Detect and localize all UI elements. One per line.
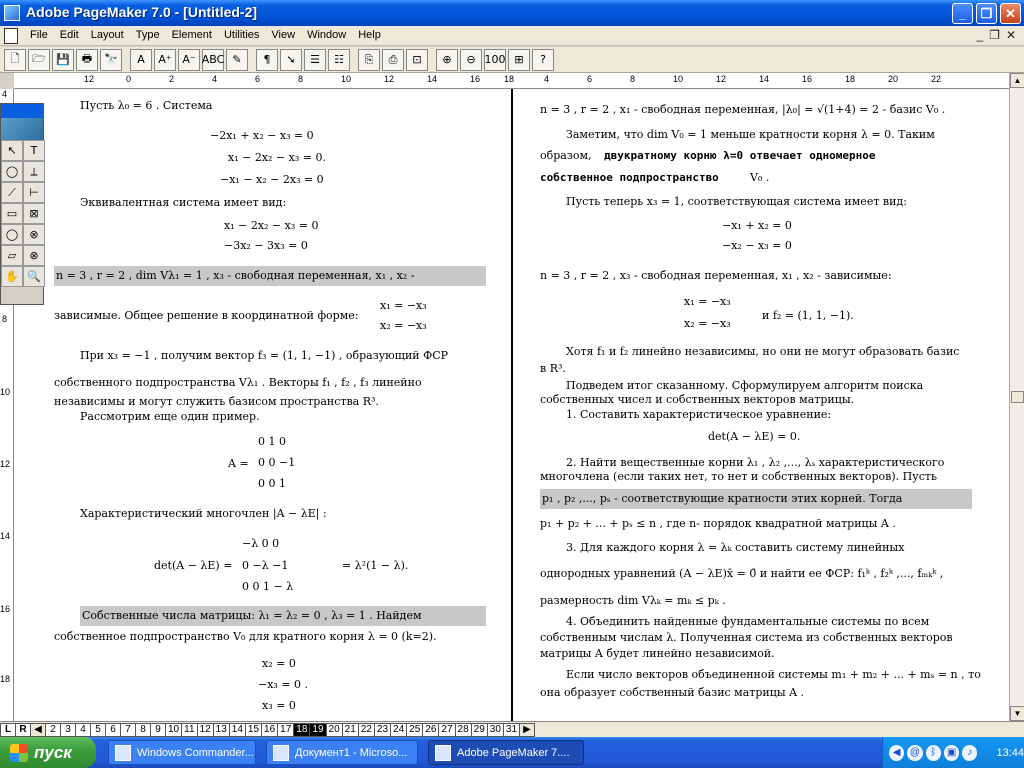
network-icon[interactable]: ◀ (889, 745, 904, 761)
start-label: пуск (34, 742, 72, 762)
page-tab[interactable]: 12 (197, 723, 214, 737)
rotate-tool-icon[interactable]: ◯ (1, 161, 23, 182)
taskbar-item-label: Документ1 - Microso... (295, 746, 408, 759)
page-spread-divider (511, 89, 513, 721)
matrix-row: 0 1 0 (258, 435, 286, 448)
taskbar-item[interactable] (266, 740, 418, 765)
bluetooth-icon[interactable]: ᛒ (926, 745, 941, 761)
page-tab[interactable]: 13 (213, 723, 230, 737)
start-button[interactable] (0, 737, 96, 768)
ruler-label: 14 (759, 74, 770, 84)
crop-tool-icon[interactable]: ⟂ (23, 161, 45, 182)
highlighted-text: n = 3 , r = 2 , dim Vλ₁ = 1 , x₃ - свободная переменная, x₁ , x₂ - (54, 266, 486, 286)
text-line: многочлена (если таких нет, то нет и собственных векторов). Пусть (540, 470, 937, 483)
text-line: Подведем итог сказанному. Сформулируем алгоритм поиска (566, 379, 924, 392)
doc-minimize-icon[interactable]: _ (976, 28, 984, 42)
ruler-label: 16 (470, 74, 481, 84)
menu-edit[interactable]: Edit (59, 29, 79, 41)
new-file-icon[interactable]: 🗋 (4, 49, 26, 71)
page-tab[interactable]: 25 (406, 723, 423, 737)
font-icon[interactable]: A (130, 49, 152, 71)
print-icon[interactable]: 🖶 (76, 49, 98, 71)
text-line: 2. Найти вещественные корни λ₁ , λ₂ ,..., λₛ характеристического (566, 456, 945, 469)
text-line: 3. Для каждого корня λ = λₖ составить систему линейных (566, 541, 905, 554)
ruler-label: 6 (255, 74, 261, 84)
page-tab[interactable]: 14 (229, 723, 246, 737)
text-line: Характеристический многочлен |A − λE| : (80, 507, 327, 520)
page-canvas[interactable] (14, 89, 1009, 721)
align-icon[interactable]: ☰ (304, 49, 326, 71)
open-file-icon[interactable]: 🗁 (28, 49, 50, 71)
polygon-frame-tool-icon[interactable]: ⊗ (23, 245, 45, 266)
indent-icon[interactable]: ➘ (280, 49, 302, 71)
equation-line: −x₂ − x₃ = 0 (722, 239, 792, 252)
text-line: Если число векторов объединенной системы m₁ + m₂ + ... + mₛ = n , то (566, 668, 981, 681)
menu-file[interactable]: File (30, 29, 48, 41)
ruler-label: 16 (0, 604, 11, 614)
determinant-row: 0 −λ −1 (242, 559, 289, 572)
page-tab[interactable]: 8 (135, 723, 151, 737)
hand-tool-icon[interactable]: ✋ (1, 266, 23, 287)
equation-line: −x₃ = 0 . (258, 678, 309, 691)
highlighted-text: Собственные числа матрицы: λ₁ = λ₂ = 0 , λ₃ = 1 . Найдем (80, 606, 486, 626)
zoom-out-icon[interactable]: ⊖ (460, 49, 482, 71)
text-line: размерность dim Vλₖ = mₖ ≤ pₖ . (540, 594, 726, 607)
polygon-tool-icon[interactable]: ▱ (1, 245, 23, 266)
text-line: независимы и могут служить базисом пространства R³. (54, 395, 379, 408)
font-size-down-icon[interactable]: A⁻ (178, 49, 200, 71)
ellipse-tool-icon[interactable]: ◯ (1, 224, 23, 245)
ruler-label: 14 (0, 531, 11, 541)
toolbar (0, 47, 1024, 73)
page-tab[interactable]: 29 (471, 723, 488, 737)
ruler-label: 16 (802, 74, 813, 84)
text-line: Хотя f₁ и f₂ линейно независимы, но они не могут образовать базис (566, 345, 960, 358)
page-tab[interactable]: 11 (181, 723, 197, 737)
ruler-label: 0 (126, 74, 132, 84)
ruler-label: 2 (169, 74, 175, 84)
ruler-label: 12 (84, 74, 95, 84)
page-tab[interactable]: 21 (342, 723, 359, 737)
paragraph-icon[interactable]: ¶ (256, 49, 278, 71)
edit-story-icon[interactable]: ✎ (226, 49, 248, 71)
menu-bar (0, 26, 1024, 46)
text-line: однородных уравнений (A − λE)x̄ = 0̄ и найти ее ФСР: f₁ᵏ , f₂ᵏ ,..., fₘₖᵏ , (540, 567, 944, 580)
ruler-label: 6 (587, 74, 593, 84)
menu-layout[interactable]: Layout (90, 29, 124, 41)
mail-icon[interactable]: @ (907, 745, 922, 761)
page-tab[interactable]: 15 (245, 723, 262, 737)
equation-line: −2x₁ + x₂ − x₃ = 0 (210, 129, 314, 142)
text-line: собственное подпространство V₀ для кратного корня λ = 0 (k=2). (54, 630, 437, 643)
toolbox-logo (1, 118, 43, 140)
ruler-label: 8 (630, 74, 636, 84)
text-line: Пусть λ₀ = 6 . Система (80, 99, 213, 112)
equation-line: det(A − λE) = 0. (708, 430, 801, 443)
ruler-label: 4 (212, 74, 218, 84)
text-line: V₀ . (750, 171, 770, 184)
doc-restore-icon[interactable]: ❐ (989, 28, 1000, 42)
matrix-label: A = (228, 457, 249, 470)
ruler-label: 12 (716, 74, 727, 84)
ellipse-frame-tool-icon[interactable]: ⊗ (23, 224, 45, 245)
columns-icon[interactable]: ☷ (328, 49, 350, 71)
document-icon[interactable] (4, 28, 18, 44)
ruler-label: 18 (845, 74, 856, 84)
page-tab[interactable]: 20 (326, 723, 343, 737)
title-bar (0, 0, 1024, 26)
rectangle-frame-tool-icon[interactable]: ⊠ (23, 203, 45, 224)
text-line: собственных чисел и собственных векторов матрицы. (540, 393, 855, 406)
spelling-icon[interactable]: ABC (202, 49, 224, 71)
text-line: Пусть теперь x₃ = 1, соответствующая система имеет вид: (566, 195, 907, 208)
page-tab-scroll-right-icon[interactable]: ▶ (519, 723, 535, 737)
toolbox-palette[interactable] (0, 103, 44, 305)
menu-view[interactable]: View (271, 29, 296, 41)
equation-line: x₁ = −x₃ (380, 299, 427, 312)
ruler-label: 12 (384, 74, 395, 84)
ruler-label: 10 (0, 387, 11, 397)
find-icon[interactable]: 🔭 (100, 49, 122, 71)
frame-icon[interactable]: ⊡ (406, 49, 428, 71)
page-tab[interactable]: 5 (90, 723, 106, 737)
equation-line: x₂ = 0 (262, 657, 296, 670)
equation-line: x₃ = 0 (262, 699, 296, 712)
ruler-label: 8 (2, 314, 8, 324)
matrix-row: 0 0 1 (258, 477, 286, 490)
page-tab[interactable]: 16 (261, 723, 278, 737)
page-tab[interactable]: 10 (165, 723, 182, 737)
scroll-down-icon[interactable]: ▼ (1010, 706, 1024, 721)
pagemaker-icon (435, 745, 451, 761)
determinant-row: 0 0 1 − λ (242, 580, 294, 593)
page-tab[interactable]: 6 (105, 723, 121, 737)
maximize-button[interactable]: ❐ (976, 3, 997, 24)
copy-icon[interactable]: ⎘ (358, 49, 380, 71)
equation-line: det(A − λE) = (154, 559, 233, 572)
text-line: матрицы A будет линейно независимой. (540, 647, 775, 660)
ruler-label: 14 (427, 74, 438, 84)
help-icon[interactable]: ? (532, 49, 554, 71)
text-line: собственным числам λ. Полученная система из собственных векторов (540, 631, 953, 644)
close-button[interactable]: ✕ (1000, 3, 1021, 24)
line-tool-icon[interactable]: ⟋ (1, 182, 23, 203)
display-icon[interactable]: ▣ (944, 745, 959, 761)
page-tab[interactable]: 2 (45, 723, 61, 737)
text-line: При x₃ = −1 , получим вектор f₃ = (1, 1, −1) , образующий ФСР (80, 349, 449, 362)
scroll-thumb[interactable] (1011, 391, 1024, 403)
scroll-up-icon[interactable]: ▲ (1010, 73, 1024, 88)
highlighted-text: p₁ , p₂ ,..., pₛ - соответствующие кратности этих корней. Тогда (540, 489, 972, 509)
equation-line: x₁ − 2x₂ − x₃ = 0 (224, 219, 319, 232)
rectangle-tool-icon[interactable]: ▭ (1, 203, 23, 224)
page-tab[interactable]: 28 (455, 723, 472, 737)
zoom-in-icon[interactable]: ⊕ (436, 49, 458, 71)
ruler-label: 22 (931, 74, 942, 84)
equation-line: −x₁ + x₂ = 0 (722, 219, 792, 232)
matrix-row: 0 0 −1 (258, 456, 296, 469)
vertical-scrollbar[interactable] (1009, 73, 1024, 721)
system-tray (882, 737, 1024, 768)
text-line: в R³. (540, 362, 566, 375)
menu-window[interactable]: Window (307, 29, 347, 41)
page-tab-active[interactable]: 19 (309, 723, 326, 737)
ruler-label: 20 (888, 74, 899, 84)
fit-window-icon[interactable]: ⊞ (508, 49, 530, 71)
place-icon[interactable]: ⎙ (382, 49, 404, 71)
menu-help[interactable]: Help (358, 29, 381, 41)
page-tab-scroll-left-icon[interactable]: ◀ (30, 723, 46, 737)
doc-close-icon[interactable]: ✕ (1005, 28, 1016, 42)
equation-line: −x₁ − x₂ − 2x₃ = 0 (220, 173, 324, 186)
menu-utilities[interactable]: Utilities (223, 29, 260, 41)
page-tab[interactable]: 17 (277, 723, 294, 737)
taskbar-item-label: Adobe PageMaker 7.... (457, 746, 570, 759)
constrained-line-tool-icon[interactable]: ⊢ (23, 182, 45, 203)
equation-line: x₂ = −x₃ (684, 317, 731, 330)
menu-element[interactable]: Element (171, 29, 212, 41)
bold-text: собственное подпространство (540, 171, 719, 184)
text-line: Рассмотрим еще один пример. (80, 410, 260, 423)
page-tab[interactable]: 4 (75, 723, 91, 737)
text-line: p₁ + p₂ + ... + pₛ ≤ n , где n- порядок квадратной матрицы A . (540, 517, 896, 530)
taskbar-item-active[interactable] (428, 740, 584, 765)
text-line: Заметим, что dim V₀ = 1 меньше кратности корня λ = 0. Таким (566, 128, 935, 141)
text-tool-icon[interactable]: T (23, 140, 45, 161)
text-line: n = 3 , r = 2 , x₃ - свободная переменная, x₁ , x₂ - зависимые: (540, 269, 892, 282)
taskbar-item[interactable] (108, 740, 256, 765)
page-tab-right-master[interactable]: R (15, 723, 31, 737)
bold-text: двукратному корню λ=0 отвечает одномерное (604, 149, 876, 162)
text-line: зависимые. Общее решение в координатной форме: (54, 309, 359, 322)
ruler-label: 4 (544, 74, 550, 84)
ruler-label: 4 (2, 89, 8, 99)
ruler-label: 12 (0, 459, 11, 469)
taskbar-item-label: Windows Commander... (137, 746, 254, 759)
equation-line: = λ²(1 − λ). (342, 559, 409, 572)
word-document-icon (273, 745, 289, 761)
text-line: она образует собственный базис матрицы A . (540, 686, 805, 699)
text-line: n = 3 , r = 2 , x₁ - свободная переменная, |λ₀| = √(1+4) = 2 - базис V₀ . (540, 103, 946, 116)
save-icon[interactable]: 💾 (52, 49, 74, 71)
page-tab[interactable]: 3 (60, 723, 76, 737)
equation-line: x₂ = −x₃ (380, 319, 427, 332)
page-tab[interactable]: 30 (487, 723, 504, 737)
window-title: Adobe PageMaker 7.0 - [Untitled-2] (26, 4, 258, 20)
text-line: Эквивалентная система имеет вид: (80, 196, 287, 209)
actual-size-icon[interactable]: 100 (484, 49, 506, 71)
horizontal-ruler[interactable] (14, 73, 1009, 89)
page-tab[interactable]: 31 (503, 723, 520, 737)
windows-logo-icon (10, 744, 28, 762)
page-tab[interactable]: 7 (120, 723, 136, 737)
equation-line: x₁ − 2x₂ − x₃ = 0. (228, 151, 326, 164)
ruler-label: 10 (673, 74, 684, 84)
determinant-row: −λ 0 0 (242, 537, 280, 550)
windows-commander-icon (115, 745, 131, 761)
minimize-button[interactable]: _ (952, 3, 973, 24)
equation-line: x₁ = −x₃ (684, 295, 731, 308)
font-size-up-icon[interactable]: A⁺ (154, 49, 176, 71)
pointer-tool-icon[interactable]: ↖ (1, 140, 23, 161)
zoom-tool-icon[interactable]: 🔍 (23, 266, 45, 287)
ruler-label: 18 (0, 674, 11, 684)
text-line: собственного подпространства Vλ₁ . Векторы f₁ , f₂ , f₃ линейно (54, 376, 422, 389)
volume-icon[interactable]: ♪ (962, 745, 977, 761)
page-tabs-bar (0, 721, 1024, 737)
taskbar (0, 737, 1024, 768)
page-tab[interactable]: 27 (438, 723, 455, 737)
toolbox-titlebar[interactable] (1, 104, 43, 118)
ruler-label: 18 (504, 74, 515, 84)
ruler-label: 10 (341, 74, 352, 84)
page-tab[interactable]: 9 (150, 723, 166, 737)
ruler-label: 8 (298, 74, 304, 84)
equation-line: и f₂ = (1, 1, −1). (762, 309, 854, 322)
page-tab-active[interactable]: 18 (293, 723, 310, 737)
pagemaker-app-icon (4, 5, 20, 21)
menu-type[interactable]: Type (135, 29, 160, 41)
text-line: 4. Объединить найденные фундаментальные системы по всем (566, 615, 930, 628)
page-tab[interactable]: 26 (422, 723, 439, 737)
clock[interactable]: 13:44 (996, 746, 1024, 759)
page-tab[interactable]: 24 (390, 723, 407, 737)
page-tab[interactable]: 22 (358, 723, 375, 737)
page-tab[interactable]: 23 (374, 723, 391, 737)
equation-line: −3x₂ − 3x₃ = 0 (224, 239, 308, 252)
text-line: 1. Составить характеристическое уравнение: (566, 408, 832, 421)
text-line: образом, (540, 149, 592, 162)
page-tab-left-master[interactable]: L (0, 723, 16, 737)
